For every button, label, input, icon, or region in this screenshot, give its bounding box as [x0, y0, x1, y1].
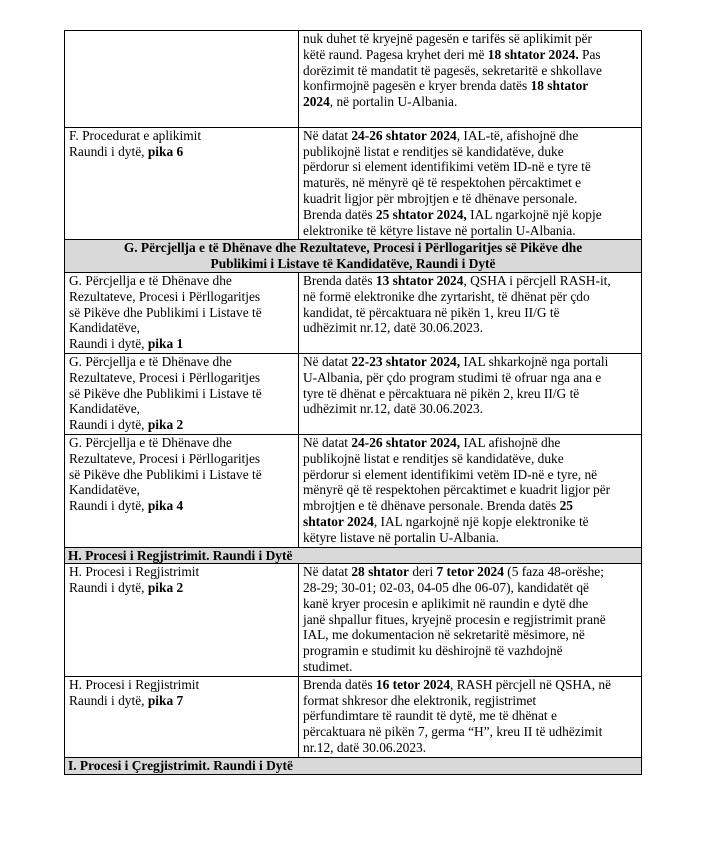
- text-segment: tyre të dhënat e përcaktuara në pikën 2, kreu II/G të: [303, 385, 580, 401]
- text-line: [303, 693, 637, 709]
- text-segment: Brenda datës: [303, 272, 376, 288]
- bold-text: 24-26 shtator 2024: [351, 127, 457, 143]
- text-segment: Në datat: [303, 564, 352, 580]
- text-segment: IAL afishojnë dhe: [460, 434, 561, 450]
- description-cell: [299, 353, 642, 434]
- text-segment: udhëzimit nr.12, datë 30.06.2023.: [303, 401, 484, 417]
- text-segment: G. Përcjellja e të Dhënave dhe Rezultateve, Procesi i Përllogaritjes së Pikëve dhe: [123, 240, 583, 256]
- text-line: [303, 175, 637, 191]
- text-line: [69, 354, 294, 370]
- procedure-cell: [65, 31, 299, 128]
- text-segment: Raundi i dytë,: [69, 417, 148, 433]
- text-line: [69, 693, 294, 709]
- text-segment: Në datat: [303, 127, 352, 143]
- text-line: [303, 467, 637, 483]
- bold-text: shtator 2024: [303, 513, 374, 529]
- section-header: [65, 547, 642, 564]
- text-line: [303, 94, 637, 110]
- section-header: [65, 757, 642, 774]
- bold-text: 25 shtator 2024,: [375, 206, 467, 222]
- text-line: [303, 320, 637, 336]
- text-line: [303, 643, 637, 659]
- text-segment: këtë raund. Pagesa kryhet deri më: [303, 46, 488, 62]
- text-line: [68, 548, 638, 564]
- text-segment: publikojnë listat e renditjes së kandidatëve, duke: [303, 450, 564, 466]
- text-line: [303, 110, 637, 126]
- text-segment: , në portalin U-Albania.: [329, 94, 458, 110]
- text-line: [303, 627, 637, 643]
- text-segment: këtyre listave në portalin U-Albania.: [303, 529, 499, 545]
- bold-text: 16 tetor 2024: [375, 676, 451, 692]
- text-segment: Rezultateve, Procesi i Përllogaritjes: [69, 288, 261, 304]
- text-line: [303, 128, 637, 144]
- text-line: [303, 564, 637, 580]
- text-segment: kandidat, të përcaktuara në pikën 1, kreu II/G të: [303, 304, 560, 320]
- table-row: [65, 31, 642, 128]
- procedure-cell: [65, 434, 299, 547]
- bold-text: 24-26 shtator 2024,: [351, 434, 461, 450]
- section-header: [65, 240, 642, 273]
- text-segment: Publikimi i Listave të Kandidatëve, Raundi i Dytë: [210, 256, 496, 272]
- text-segment: F. Procedurat e aplikimit: [69, 127, 202, 143]
- text-segment: format shkresor dhe elektronik, regjistrimet: [303, 692, 537, 708]
- text-segment: publikojnë listat e renditjes së kandidatëve, duke: [303, 143, 564, 159]
- text-segment: kanë kryer procesin e aplikimit në raundin e dytë dhe: [303, 595, 589, 611]
- bold-text: 2024: [303, 94, 330, 110]
- text-segment: Rezultateve, Procesi i Përllogaritjes: [69, 450, 261, 466]
- text-line: [303, 144, 637, 160]
- text-segment: Rezultateve, Procesi i Përllogaritjes: [69, 369, 261, 385]
- text-line: [68, 256, 638, 272]
- text-segment: elektronike të këtyre listave në portalin U-Albania.: [303, 222, 576, 238]
- text-line: [303, 354, 637, 370]
- table-row: [65, 272, 642, 353]
- text-segment: Kandidatëve,: [69, 401, 141, 417]
- text-segment: Kandidatëve,: [69, 482, 141, 498]
- text-line: [69, 580, 294, 596]
- text-segment: nuk duhet të kryejnë pagesën e tarifës së aplikimit për: [303, 31, 592, 46]
- text-line: [69, 498, 294, 514]
- text-segment: , RASH përcjell në QSHA, në: [450, 676, 612, 692]
- text-segment: G. Përcjellja e të Dhënave dhe: [69, 434, 232, 450]
- text-line: [69, 386, 294, 402]
- text-segment: Raundi i dytë,: [69, 692, 148, 708]
- text-segment: H. Procesi i Regjistrimit. Raundi i Dytë: [68, 547, 293, 563]
- text-segment: Brenda datës: [303, 206, 376, 222]
- text-segment: mbrojtjen e të dhënave personale. Brenda datës: [303, 498, 560, 514]
- text-segment: Brenda datës: [303, 676, 376, 692]
- bold-text: pika 2: [147, 417, 184, 433]
- text-line: [303, 498, 637, 514]
- text-line: [303, 401, 637, 417]
- bold-text: pika 7: [147, 692, 184, 708]
- text-line: [69, 370, 294, 386]
- text-line: [69, 467, 294, 483]
- text-segment: G. Përcjellja e të Dhënave dhe: [69, 272, 232, 288]
- text-segment: Në datat: [303, 434, 352, 450]
- text-segment: përdorur si element identifikimi vetëm ID-në e tyre të: [303, 159, 591, 175]
- text-segment: Kandidatëve,: [69, 320, 141, 336]
- text-segment: (5 faza 48-orëshe;: [503, 564, 604, 580]
- text-line: [69, 435, 294, 451]
- text-line: [69, 677, 294, 693]
- text-line: [303, 530, 637, 546]
- text-segment: deri: [409, 564, 437, 580]
- text-segment: udhëzimit nr.12, datë 30.06.2023.: [303, 320, 484, 336]
- bold-text: 28 shtator: [351, 564, 409, 580]
- bold-text: pika 1: [147, 336, 184, 352]
- text-line: [303, 370, 637, 386]
- text-line: [303, 159, 637, 175]
- text-segment: 28-29; 30-01; 02-03, 04-05 dhe 06-07), kandidatët që: [303, 580, 589, 596]
- text-line: [69, 305, 294, 321]
- text-segment: H. Procesi i Regjistrimit: [69, 564, 200, 580]
- bold-text: 22-23 shtator 2024,: [351, 353, 461, 369]
- description-cell: [299, 564, 642, 677]
- text-segment: programin e studimit ku dëshirojnë të vazhdojnë: [303, 643, 563, 659]
- text-line: [303, 273, 637, 289]
- text-segment: maturës, në mënyrë që të respektohen përcaktimet e: [303, 175, 582, 191]
- text-line: [303, 78, 637, 94]
- text-segment: së Pikëve dhe Publikimi i Listave të: [69, 385, 262, 401]
- text-segment: Raundi i dytë,: [69, 143, 148, 159]
- text-segment: së Pikëve dhe Publikimi i Listave të: [69, 304, 262, 320]
- text-segment: kuadrit ligjor për mbrojtjen e të dhënave personale.: [303, 190, 578, 206]
- text-line: [303, 191, 637, 207]
- text-segment: , IAL-të, afishojnë dhe: [456, 127, 579, 143]
- text-segment: nr.12, datë 30.06.2023.: [303, 740, 427, 756]
- text-segment: Raundi i dytë,: [69, 336, 148, 352]
- text-line: [303, 386, 637, 402]
- text-line: [69, 564, 294, 580]
- description-cell: [299, 272, 642, 353]
- section-header-row: [65, 240, 642, 273]
- text-segment: IAL shkarkojnë nga portali: [460, 353, 609, 369]
- bold-text: 25: [559, 498, 573, 514]
- text-segment: Raundi i dytë,: [69, 580, 148, 596]
- text-line: [303, 482, 637, 498]
- text-line: [303, 580, 637, 596]
- text-segment: G. Përcjellja e të Dhënave dhe: [69, 353, 232, 369]
- text-segment: janë shpallur fitues, kryejnë procesin e regjistrimit pranë: [303, 611, 606, 627]
- text-line: [303, 612, 637, 628]
- bold-text: 18 shtator: [530, 78, 589, 94]
- bold-text: 18 shtator 2024.: [487, 46, 579, 62]
- schedule-table: [64, 30, 642, 775]
- bold-text: 7 tetor 2024: [436, 564, 504, 580]
- text-segment: H. Procesi i Regjistrimit: [69, 676, 200, 692]
- text-line: [69, 320, 294, 336]
- text-line: [303, 207, 637, 223]
- text-segment: U-Albania, për çdo program studimi të ofruar nga ana e: [303, 369, 602, 385]
- text-line: [68, 240, 638, 256]
- text-line: [69, 144, 294, 160]
- text-line: [303, 63, 637, 79]
- text-segment: , QSHA i përcjell RASH-it,: [463, 272, 611, 288]
- procedure-cell: [65, 127, 299, 240]
- table-row: [65, 353, 642, 434]
- text-line: [69, 273, 294, 289]
- bold-text: pika 2: [147, 580, 184, 596]
- text-line: [69, 451, 294, 467]
- text-line: [303, 31, 637, 47]
- table-row: [65, 676, 642, 757]
- bold-text: pika 4: [147, 498, 184, 514]
- section-header-row: [65, 757, 642, 774]
- description-cell: [299, 127, 642, 240]
- text-segment: Raundi i dytë,: [69, 498, 148, 514]
- bold-text: pika 6: [147, 143, 184, 159]
- text-segment: së Pikëve dhe Publikimi i Listave të: [69, 466, 262, 482]
- text-line: [69, 482, 294, 498]
- procedure-cell: [65, 353, 299, 434]
- text-segment: dorëzimit të mandatit të pagesës, sekretaritë e shkollave: [303, 62, 602, 78]
- text-line: [303, 223, 637, 239]
- text-segment: Pas: [578, 46, 601, 62]
- text-line: [69, 417, 294, 433]
- bold-text: 13 shtator 2024: [375, 272, 464, 288]
- text-line: [303, 435, 637, 451]
- text-line: [303, 740, 637, 756]
- procedure-cell: [65, 564, 299, 677]
- text-segment: përfundimtare të raundit të dytë, me të dhënat e: [303, 708, 557, 724]
- text-line: [303, 677, 637, 693]
- text-line: [303, 659, 637, 675]
- text-segment: studimet.: [303, 659, 353, 675]
- text-segment: IAL ngarkojnë një kopje: [466, 206, 602, 222]
- text-segment: I. Procesi i Çregjistrimit. Raundi i Dytë: [68, 757, 293, 773]
- text-line: [303, 289, 637, 305]
- procedure-cell: [65, 676, 299, 757]
- text-segment: përdorur si element identifikimi vetëm ID-në e tyre, në: [303, 466, 598, 482]
- text-line: [69, 128, 294, 144]
- text-line: [303, 514, 637, 530]
- table-row: [65, 564, 642, 677]
- text-line: [303, 451, 637, 467]
- text-segment: në formë elektronike dhe zyrtarisht, të dhënat për çdo: [303, 288, 590, 304]
- text-line: [303, 708, 637, 724]
- text-line: [303, 47, 637, 63]
- text-segment: mënyrë që të respektohen përcaktimet e kuadrit ligjor për: [303, 482, 611, 498]
- text-line: [69, 401, 294, 417]
- section-header-row: [65, 547, 642, 564]
- text-segment: konfirmojnë pagesën e kryer brenda datës: [303, 78, 531, 94]
- table-row: [65, 127, 642, 240]
- description-cell: [299, 676, 642, 757]
- text-segment: përcaktuara në pikën 7, germa “H”, kreu II të udhëzimit: [303, 724, 603, 740]
- table-row: [65, 434, 642, 547]
- text-line: [69, 336, 294, 352]
- text-line: [303, 724, 637, 740]
- description-cell: [299, 31, 642, 128]
- text-segment: Në datat: [303, 353, 352, 369]
- text-segment: IAL, me dokumentacion në sekretaritë mësimore, në: [303, 627, 585, 643]
- description-cell: [299, 434, 642, 547]
- procedure-cell: [65, 272, 299, 353]
- text-line: [68, 758, 638, 774]
- schedule-table-body: [65, 31, 642, 775]
- text-segment: , IAL ngarkojnë një kopje elektronike të: [373, 513, 589, 529]
- text-line: [69, 289, 294, 305]
- text-line: [303, 596, 637, 612]
- text-line: [303, 305, 637, 321]
